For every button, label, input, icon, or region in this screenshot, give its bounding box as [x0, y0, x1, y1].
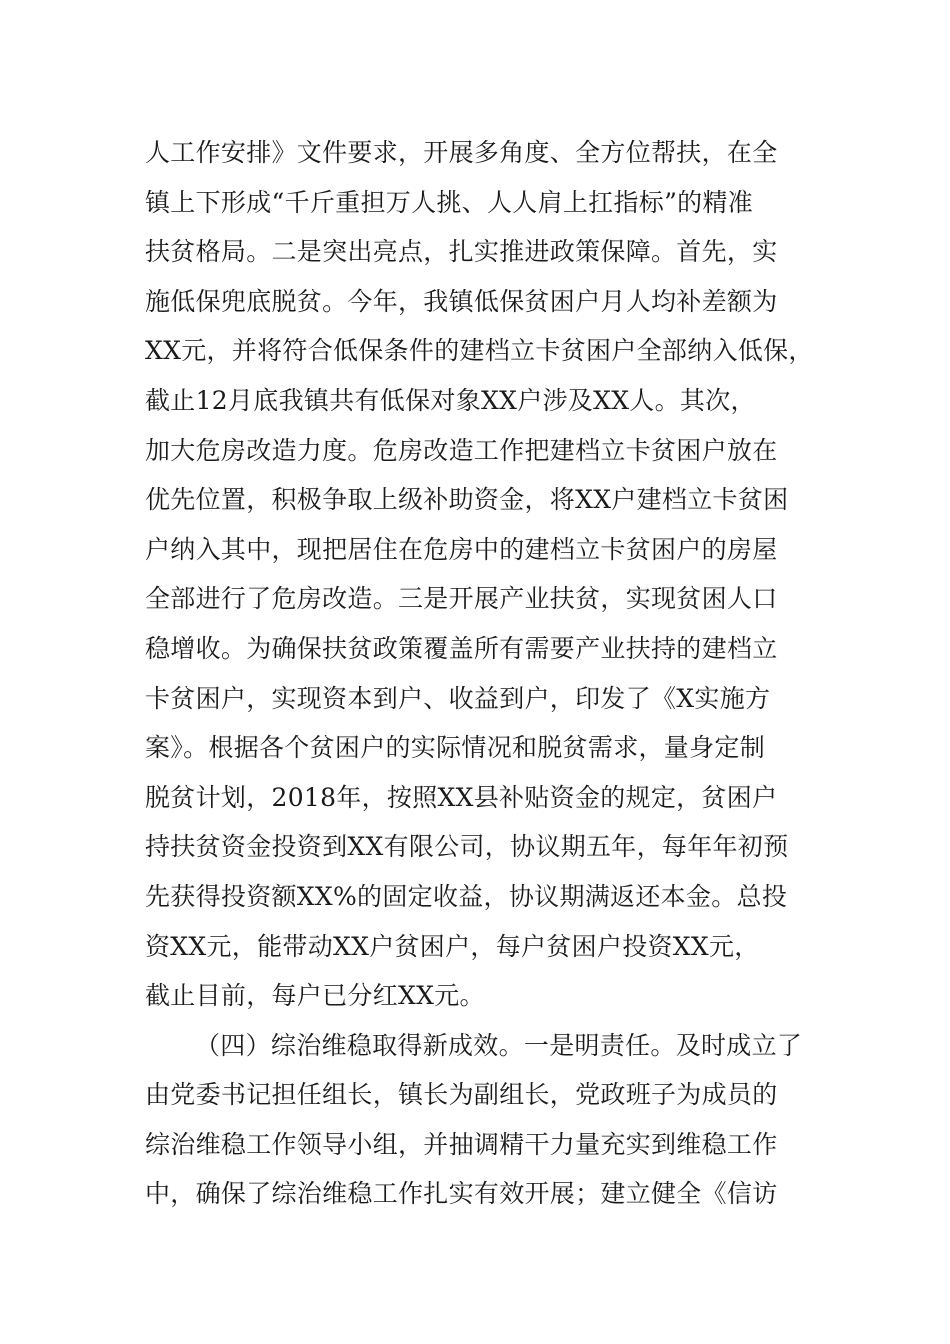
text-line: XX元，并将符合低保条件的建档立卡贫困户全部纳入低保，	[145, 336, 814, 366]
text-line: 截止12月底我镇共有低保对象XX户涉及XX人。其次，	[145, 385, 756, 415]
text-line: 全部进行了危房改造。三是开展产业扶贫，实现贫困人口	[145, 584, 778, 614]
text-line: 综治维稳工作领导小组，并抽调精干力量充实到维稳工作	[145, 1129, 778, 1159]
text-line: 资XX元，能带动XX户贫困户，每户贫困户投资XX元，	[145, 931, 760, 961]
text-line: 户纳入其中，现把居住在危房中的建档立卡贫困户的房屋	[145, 534, 778, 564]
text-line: 持扶贫资金投资到XX有限公司，协议期五年，每年年初预	[145, 832, 789, 862]
text-line: 镇上下形成“千斤重担万人挑、人人肩上扛指标”的精准	[145, 187, 754, 217]
text-line: 扶贫格局。二是突出亮点，扎实推进政策保障。首先，实	[145, 237, 778, 267]
text-line: 截止目前，每户已分红XX元。	[145, 981, 485, 1011]
text-line: 稳增收。为确保扶贫政策覆盖所有需要产业扶持的建档立	[145, 633, 778, 663]
text-line: 优先位置，积极争取上级补助资金，将XX户建档立卡贫困	[145, 485, 789, 515]
text-line: 脱贫计划，2018年，按照XX县补贴资金的规定，贫困户	[145, 782, 778, 812]
body-text	[145, 128, 820, 1219]
text-line: 人工作安排》文件要求，开展多角度、全方位帮扶，在全	[145, 138, 778, 167]
text-line: 由党委书记担任组长，镇长为副组长，党政班子为成员的	[145, 1080, 778, 1110]
text-line: 加大危房改造力度。危房改造工作把建档立卡贫困户放在	[145, 435, 778, 465]
text-line: 施低保兜底脱贫。今年，我镇低保贫困户月人均补差额为	[145, 286, 778, 316]
text-line: 先获得投资额XX%的固定收益，协议期满返还本金。总投	[145, 881, 788, 911]
text-line: 案》。根据各个贫困户的实际情况和脱贫需求，量身定制	[145, 733, 766, 763]
paragraph-start-line: （四）综治维稳取得新成效。一是明责任。及时成立了	[195, 1030, 803, 1060]
text-line: 卡贫困户，实现资本到户、收益到户，印发了《X实施方	[145, 683, 771, 713]
text-line: 中，确保了综治维稳工作扎实有效开展；建立健全《信访	[145, 1179, 778, 1209]
